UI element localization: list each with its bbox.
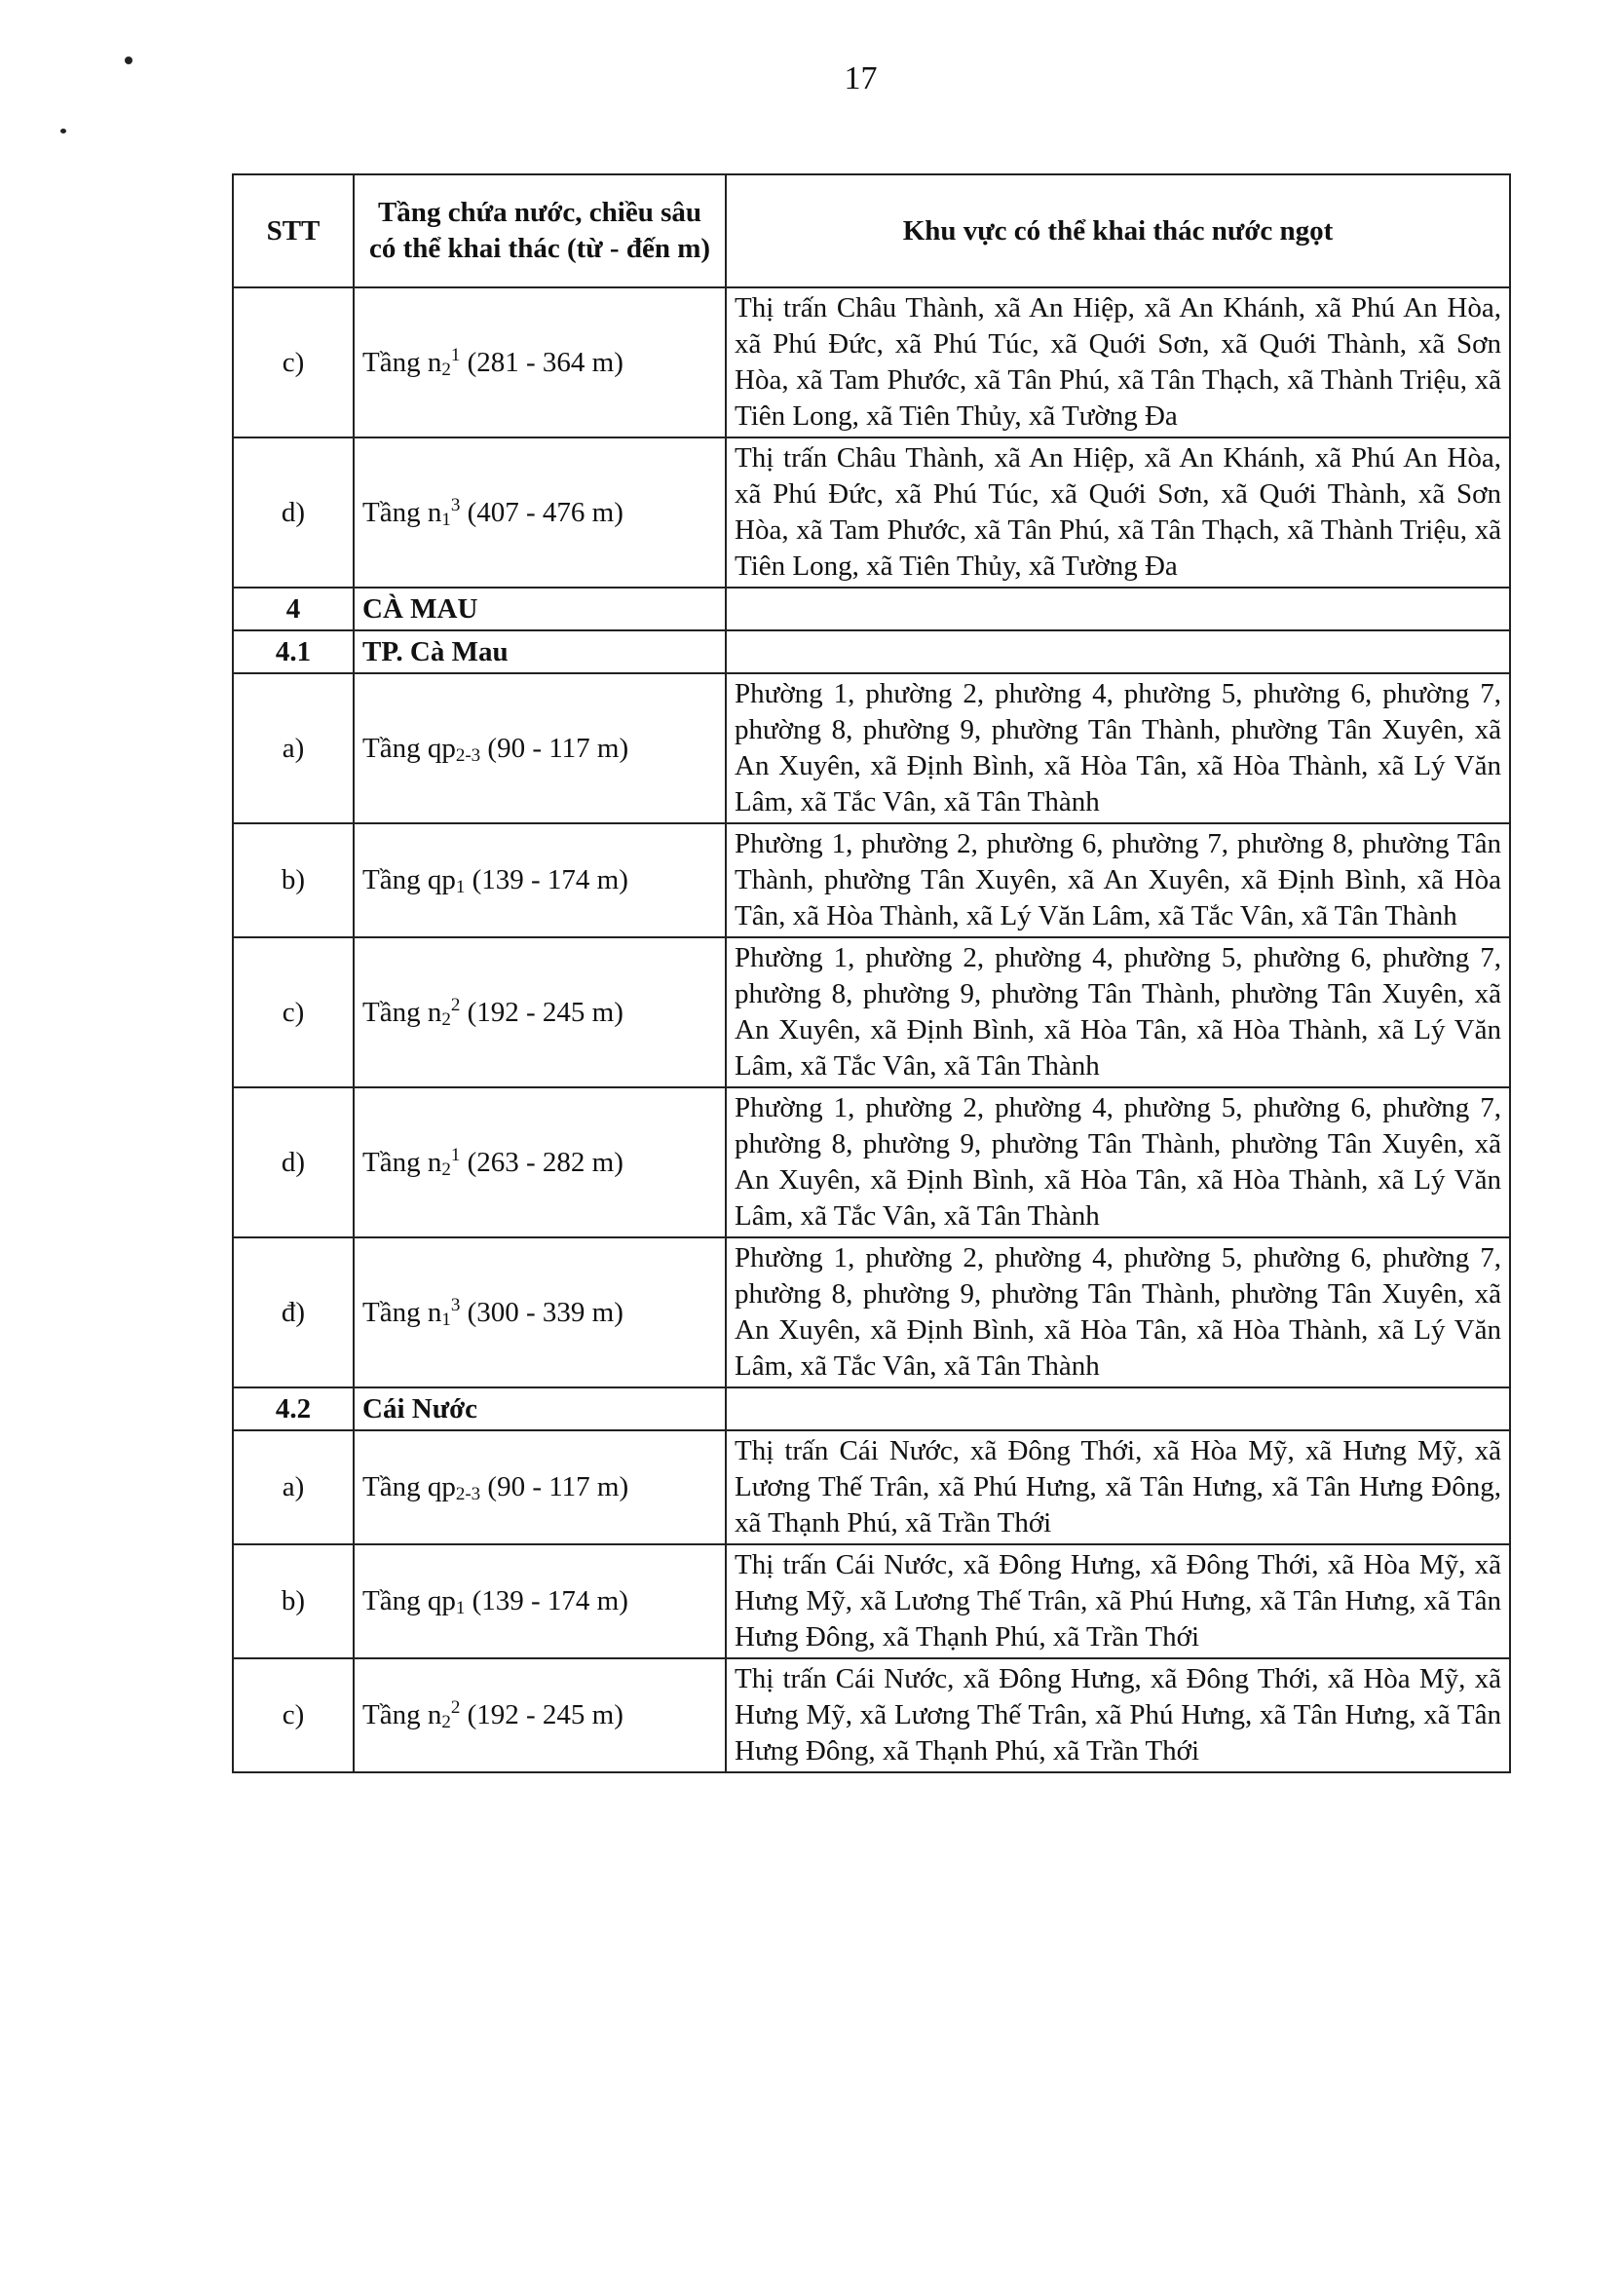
layer-depth-range: (139 - 174 m) — [465, 1585, 628, 1616]
aquifer-layer-cell — [354, 287, 726, 437]
layer-name: Tầng n — [362, 1146, 442, 1178]
layer-name: Tầng qp — [362, 732, 456, 764]
header-stt: STT — [233, 174, 354, 287]
layer-subscript: 2-3 — [455, 1484, 481, 1504]
table-row — [233, 287, 1510, 437]
section-row — [233, 588, 1510, 630]
areas-cell: Phường 1, phường 2, phường 4, phường 5, phường 6, phường 7, phường 8, phường 9, phường Tân Thành, phường Tân Xuyên, xã An Xuyên, xã Định Bình, xã Hòa Tân, xã Hòa Thành, xã Lý Văn Lâm, xã Tắc Vân, xã Tân Thành — [726, 673, 1510, 823]
layer-depth-range: (407 - 476 m) — [460, 496, 623, 528]
section-number: 4 — [233, 588, 354, 630]
scan-speck — [60, 129, 66, 133]
table-body — [233, 287, 1510, 1772]
aquifer-layer-cell — [354, 1544, 726, 1658]
header-layer: Tầng chứa nước, chiều sâu có thể khai thác (từ - đến m) — [354, 174, 726, 287]
areas-cell: Phường 1, phường 2, phường 4, phường 5, phường 6, phường 7, phường 8, phường 9, phường Tân Thành, phường Tân Xuyên, xã An Xuyên, xã Định Bình, xã Hòa Tân, xã Hòa Thành, xã Lý Văn Lâm, xã Tắc Vân, xã Tân Thành — [726, 1087, 1510, 1237]
section-empty-cell — [726, 630, 1510, 673]
layer-subscript: 2 — [441, 1712, 451, 1732]
table-row — [233, 1237, 1510, 1387]
table-row — [233, 437, 1510, 588]
layer-superscript: 2 — [450, 1697, 461, 1718]
row-label: đ) — [233, 1237, 354, 1387]
row-label: b) — [233, 1544, 354, 1658]
areas-cell: Thị trấn Châu Thành, xã An Hiệp, xã An Khánh, xã Phú An Hòa, xã Phú Đức, xã Phú Túc, xã Quới Sơn, xã Quới Thành, xã Sơn Hòa, xã Tam Phước, xã Tân Phú, xã Tân Thạch, xã Thành Triệu, xã Tiên Long, xã Tiên Thủy, xã Tường Đa — [726, 287, 1510, 437]
areas-cell: Phường 1, phường 2, phường 6, phường 7, phường 8, phường Tân Thành, phường Tân Xuyên, xã An Xuyên, xã Định Bình, xã Hòa Tân, xã Hòa Thành, xã Lý Văn Lâm, xã Tắc Vân, xã Tân Thành — [726, 823, 1510, 937]
layer-superscript: 1 — [450, 344, 461, 365]
layer-depth-range: (139 - 174 m) — [465, 864, 628, 895]
layer-depth-range: (90 - 117 m) — [480, 732, 629, 764]
aquifer-layer-cell — [354, 1087, 726, 1237]
areas-cell: Thị trấn Cái Nước, xã Đông Hưng, xã Đông Thới, xã Hòa Mỹ, xã Hưng Mỹ, xã Lương Thế Trân, xã Phú Hưng, xã Tân Hưng, xã Tân Hưng Đông, xã Thạnh Phú, xã Trần Thới — [726, 1544, 1510, 1658]
layer-name: Tầng n — [362, 346, 442, 378]
layer-name: Tầng n — [362, 1296, 442, 1328]
table-row — [233, 937, 1510, 1087]
row-label: a) — [233, 673, 354, 823]
layer-name: Tầng qp — [362, 1471, 456, 1502]
row-label: c) — [233, 287, 354, 437]
section-row — [233, 1387, 1510, 1430]
layer-subscript: 2 — [441, 1158, 451, 1180]
table-row — [233, 823, 1510, 937]
layer-subscript: 1 — [441, 1309, 451, 1330]
table-row — [233, 1087, 1510, 1237]
areas-cell: Thị trấn Cái Nước, xã Đông Hưng, xã Đông Thới, xã Hòa Mỹ, xã Hưng Mỹ, xã Lương Thế Trân, xã Phú Hưng, xã Tân Hưng, xã Tân Hưng Đông, xã Thạnh Phú, xã Trần Thới — [726, 1658, 1510, 1772]
row-label: d) — [233, 1087, 354, 1237]
layer-subscript: 1 — [455, 877, 466, 897]
aquifer-layer-cell — [354, 1237, 726, 1387]
table-row — [233, 673, 1510, 823]
row-label: c) — [233, 1658, 354, 1772]
row-label: c) — [233, 937, 354, 1087]
section-title: TP. Cà Mau — [354, 630, 726, 673]
layer-depth-range: (281 - 364 m) — [460, 346, 623, 378]
layer-name: Tầng n — [362, 996, 442, 1028]
areas-cell: Thị trấn Châu Thành, xã An Hiệp, xã An Khánh, xã Phú An Hòa, xã Phú Đức, xã Phú Túc, xã Quới Sơn, xã Quới Thành, xã Sơn Hòa, xã Tam Phước, xã Tân Phú, xã Tân Thạch, xã Thành Triệu, xã Tiên Long, xã Tiên Thủy, xã Tường Đa — [726, 437, 1510, 588]
layer-name: Tầng qp — [362, 864, 456, 895]
section-number: 4.1 — [233, 630, 354, 673]
layer-superscript: 3 — [450, 1294, 461, 1315]
section-number: 4.2 — [233, 1387, 354, 1430]
table-row — [233, 1430, 1510, 1544]
layer-subscript: 2 — [441, 359, 451, 380]
aquifer-layer-cell — [354, 937, 726, 1087]
aquifer-layer-cell — [354, 673, 726, 823]
layer-name: Tầng n — [362, 496, 442, 528]
section-row — [233, 630, 1510, 673]
aquifer-layer-cell — [354, 437, 726, 588]
layer-depth-range: (192 - 245 m) — [460, 996, 623, 1028]
row-label: b) — [233, 823, 354, 937]
layer-name: Tầng qp — [362, 1585, 456, 1616]
areas-cell: Phường 1, phường 2, phường 4, phường 5, phường 6, phường 7, phường 8, phường 9, phường Tân Thành, phường Tân Xuyên, xã An Xuyên, xã Định Bình, xã Hòa Tân, xã Hòa Thành, xã Lý Văn Lâm, xã Tắc Vân, xã Tân Thành — [726, 1237, 1510, 1387]
aquifer-layer-cell — [354, 823, 726, 937]
layer-superscript: 1 — [450, 1144, 461, 1165]
layer-depth-range: (300 - 339 m) — [460, 1296, 623, 1328]
header-areas: Khu vực có thể khai thác nước ngọt — [726, 174, 1510, 287]
layer-depth-range: (90 - 117 m) — [480, 1471, 629, 1502]
aquifer-layer-cell — [354, 1430, 726, 1544]
aquifer-table — [232, 173, 1511, 1773]
page-number: 17 — [844, 60, 878, 96]
section-empty-cell — [726, 588, 1510, 630]
section-title: CÀ MAU — [354, 588, 726, 630]
aquifer-layer-cell — [354, 1658, 726, 1772]
layer-depth-range: (192 - 245 m) — [460, 1699, 623, 1730]
layer-subscript: 2-3 — [455, 744, 481, 766]
row-label: a) — [233, 1430, 354, 1544]
section-title: Cái Nước — [354, 1387, 726, 1430]
table-header-row — [233, 174, 1510, 287]
layer-subscript: 1 — [441, 509, 451, 530]
layer-depth-range: (263 - 282 m) — [460, 1146, 623, 1178]
row-label: d) — [233, 437, 354, 588]
layer-superscript: 3 — [450, 494, 461, 515]
areas-cell: Thị trấn Cái Nước, xã Đông Thới, xã Hòa Mỹ, xã Hưng Mỹ, xã Lương Thế Trân, xã Phú Hưng, xã Tân Hưng, xã Tân Hưng Đông, xã Thạnh Phú, xã Trần Thới — [726, 1430, 1510, 1544]
layer-subscript: 2 — [441, 1008, 451, 1030]
layer-subscript: 1 — [455, 1598, 466, 1618]
areas-cell: Phường 1, phường 2, phường 4, phường 5, phường 6, phường 7, phường 8, phường 9, phường Tân Thành, phường Tân Xuyên, xã An Xuyên, xã Định Bình, xã Hòa Tân, xã Hòa Thành, xã Lý Văn Lâm, xã Tắc Vân, xã Tân Thành — [726, 937, 1510, 1087]
section-empty-cell — [726, 1387, 1510, 1430]
table-row — [233, 1658, 1510, 1772]
table-row — [233, 1544, 1510, 1658]
layer-superscript: 2 — [450, 994, 461, 1015]
layer-name: Tầng n — [362, 1699, 442, 1730]
